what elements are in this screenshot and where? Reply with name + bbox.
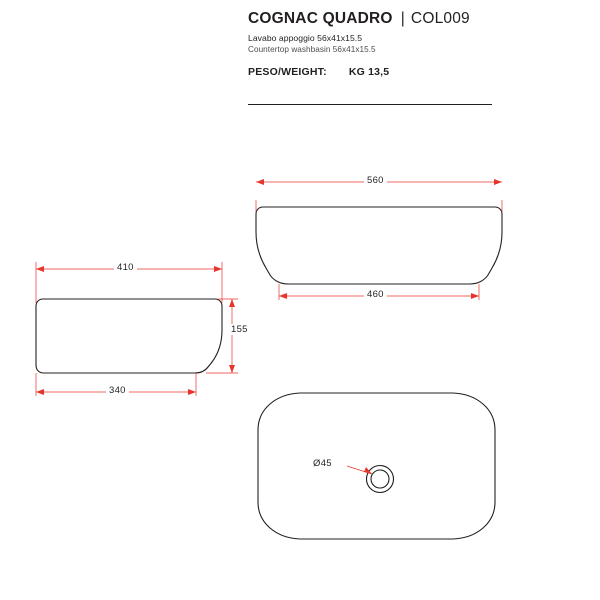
weight-value: KG 13,5 [348,66,390,78]
side-base-label: 340 [106,385,129,396]
product-code: COL009 [410,10,470,27]
front-width-label: 560 [364,175,387,186]
drain-hole [367,466,394,493]
front-base-label: 460 [364,289,387,300]
drain-leader-line [347,466,372,474]
side-height-label: 155 [228,324,251,335]
side-elevation-outline [36,299,222,373]
subtitle-english: Countertop washbasin 56x41x15.5 [248,45,376,54]
product-name: COGNAC QUADRO [248,10,393,27]
title-separator: | [400,10,405,27]
weight-label: PESO/WEIGHT: [248,66,327,78]
front-elevation-outline [256,207,502,284]
side-width-label: 410 [114,262,137,273]
subtitle-italian: Lavabo appoggio 56x41x15.5 [248,33,363,43]
drain-diameter-label: Ø45 [313,458,332,469]
